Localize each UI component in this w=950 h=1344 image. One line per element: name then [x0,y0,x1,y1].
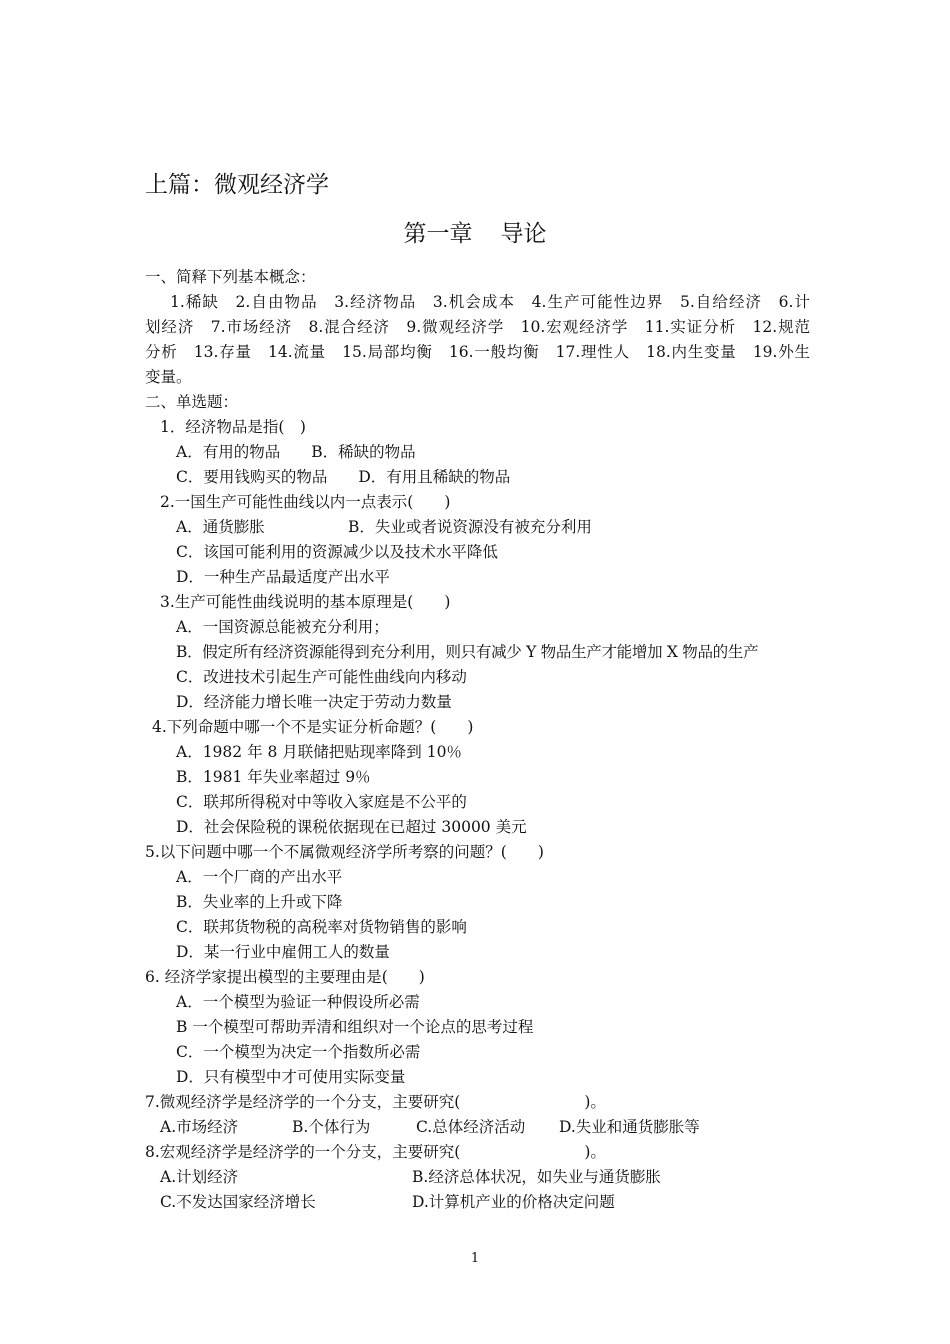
question-option-row [160,1165,810,1190]
question-option: A.计划经济 [160,1168,239,1186]
question-option: A．一国资源总能被充分利用； [176,618,389,636]
question-option-row [160,1190,810,1215]
question-option: B 一个模型可帮助弄清和组织对一个论点的思考过程 [176,1018,534,1036]
question-option: B.个体行为 [292,1118,371,1136]
concept-line: 分析 13.存量 14.流量 15.局部均衡 16.一般均衡 17.理性人 18.内生变量 19.外生 [145,343,810,361]
question-option: C.不发达国家经济增长 [160,1193,316,1211]
question-stem: 3.生产可能性曲线说明的基本原理是( ) [160,593,451,611]
concept-line: 划经济 7.市场经济 8.混合经济 9.微观经济学 10.宏观经济学 11.实证分析 12.规范 [145,318,810,336]
question-option: D．经济能力增长唯一决定于劳动力数量 [176,693,452,711]
question-option-row [160,1115,810,1140]
question-option: D.计算机产业的价格决定问题 [412,1193,615,1211]
question-option: C．改进技术引起生产可能性曲线向内移动 [176,668,467,686]
question-option: C．联邦所得税对中等收入家庭是不公平的 [176,793,467,811]
question-stem: 6. 经济学家提出模型的主要理由是( ) [145,968,425,986]
question-option-row [176,515,810,540]
question-stem: 1．经济物品是指( ) [160,418,306,436]
chapter-title [0,219,950,249]
question-option: A．一个模型为验证一种假设所必需 [176,993,420,1011]
question-option: D．某一行业中雇佣工人的数量 [176,943,390,961]
question-option: A．有用的物品 B．稀缺的物品 [176,443,416,461]
section1-heading: 一、简释下列基本概念： [145,268,316,286]
question-option: D．一种生产品最适度产出水平 [176,568,390,586]
question-stem: 7.微观经济学是经济学的一个分支，主要研究( )。 [145,1093,606,1111]
question-option: A．一个厂商的产出水平 [176,868,343,886]
question-option: C．联邦货物税的高税率对货物销售的影响 [176,918,467,936]
section2-heading: 二、单选题： [145,393,239,411]
concept-line: 变量。 [145,368,192,386]
question-option: A.市场经济 [160,1118,239,1136]
question-option: D.失业和通货膨胀等 [559,1118,700,1136]
concept-line: 1.稀缺 2.自由物品 3.经济物品 3.机会成本 4.生产可能性边界 5.自给经济 6.计 [170,293,810,311]
question-option: C.总体经济活动 [416,1118,526,1136]
page-number: 1 [470,1251,480,1266]
question-option: A．1982 年 8 月联储把贴现率降到 10％ [176,743,462,761]
chapter-name: 导论 [500,221,547,247]
question-option: A．通货膨胀 [176,518,265,536]
question-option: C．一个模型为决定一个指数所必需 [176,1043,421,1061]
question-option: B．失业率的上升或下降 [176,893,343,911]
question-stem: 4.下列命题中哪一个不是实证分析命题？( ) [152,718,474,736]
chapter-number: 第一章 [403,221,473,247]
question-option: B.经济总体状况，如失业与通货膨胀 [412,1168,661,1186]
question-option: C．该国可能利用的资源减少以及技术水平降低 [176,543,498,561]
question-stem: 2.一国生产可能性曲线以内一点表示( ) [160,493,451,511]
question-option: B．1981 年失业率超过 9％ [176,768,371,786]
question-option: D．只有模型中才可使用实际变量 [176,1068,406,1086]
question-stem: 8.宏观经济学是经济学的一个分支，主要研究( )。 [145,1143,606,1161]
question-option: B．假定所有经济资源能得到充分利用，则只有减少 Y 物品生产才能增加 X 物品的生产 [176,643,759,661]
question-option: B．失业或者说资源没有被充分利用 [348,518,592,536]
part-title: 上篇：微观经济学 [145,172,329,198]
question-option: D．社会保险税的课税依据现在已超过 30000 美元 [176,818,527,836]
question-option: C．要用钱购买的物品 D．有用且稀缺的物品 [176,468,511,486]
question-stem: 5.以下问题中哪一个不属微观经济学所考察的问题？( ) [145,843,544,861]
